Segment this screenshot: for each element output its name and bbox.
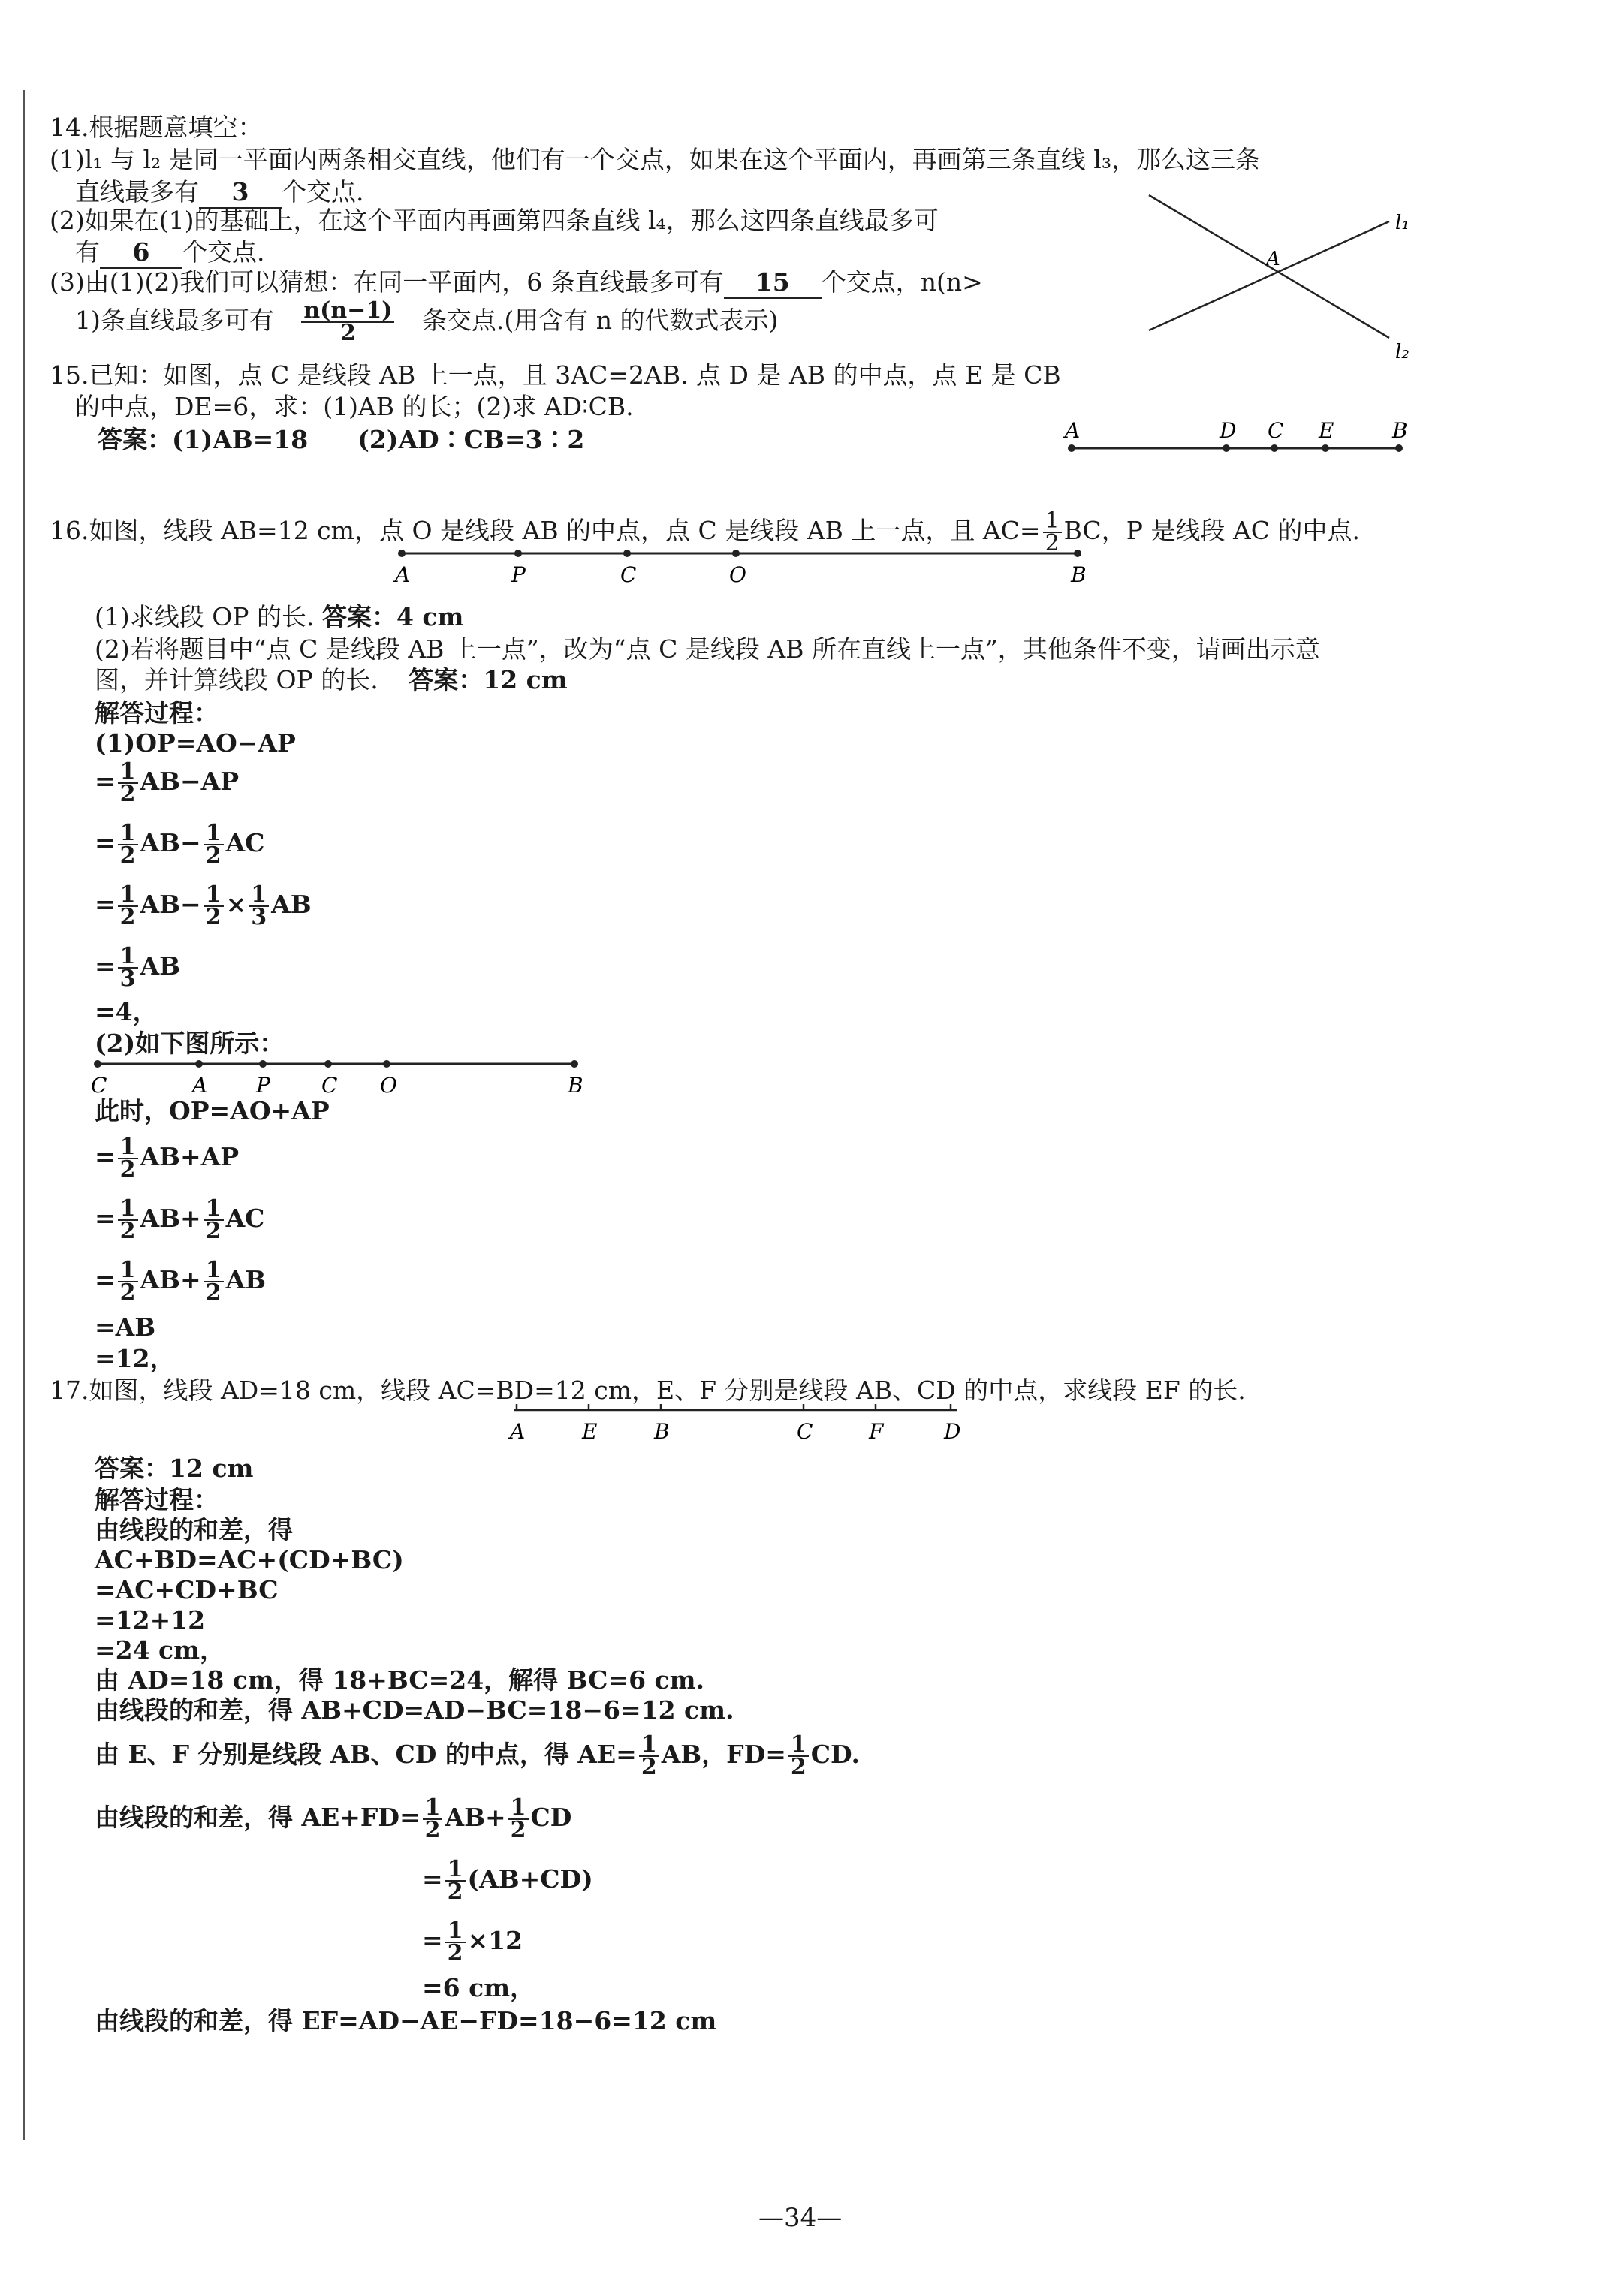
- q17-line-l: =6 cm，: [422, 1973, 535, 2002]
- q16-sub1-text: (1)求线段 OP 的长.: [95, 602, 315, 631]
- q16a-point-C: [623, 550, 631, 557]
- q14-answer1: 3: [199, 177, 282, 209]
- q17-line-j-post: (AB+CD): [467, 1864, 593, 1894]
- q14-part1-line2: [75, 177, 364, 209]
- q16a-label-O: O: [729, 562, 746, 587]
- q16b-label-C: C: [321, 1073, 338, 1098]
- q17-line-g: 由线段的和差，得 AB+CD=AD−BC=18−6=12 cm.: [95, 1695, 734, 1725]
- q14-part3-pre: (3)由(1)(2)我们可以猜想：在同一平面内，6 条直线最多可有: [50, 267, 724, 297]
- q14-title: 14.根据题意填空：: [50, 113, 263, 142]
- q14-part2: (2)如果在(1)的基础上，在这个平面内再画第四条直线 l₄，那么这四条直线最多可: [50, 206, 939, 235]
- q16-segment-figure2: [86, 1055, 597, 1100]
- q16-work-line2: = $\frac{1}{2}$ AB−AP: [95, 758, 240, 807]
- q16b-point-P: [259, 1060, 267, 1068]
- q14-answer4-den: 2: [339, 320, 356, 346]
- q15-label-E: E: [1319, 418, 1334, 443]
- q16a-point-A: [398, 550, 406, 557]
- q16-line1-post: BC，P 是线段 AC 的中点.: [1063, 516, 1361, 545]
- q16-sub1: [95, 602, 463, 632]
- q17-label-A: A: [510, 1419, 526, 1444]
- q14-part2-pre: 有: [75, 237, 100, 267]
- q16-frac-den: 2: [1045, 530, 1060, 556]
- q16-work-line11: =AB: [95, 1312, 156, 1342]
- q16-sub1-answer: 答案：4 cm: [321, 602, 464, 631]
- q16a-label-A: A: [395, 562, 411, 587]
- q17-label-B: B: [654, 1419, 670, 1444]
- q16a-point-P: [514, 550, 522, 557]
- q16-work-line12: =12，: [95, 1344, 175, 1373]
- q16-sub2-answer: 答案：12 cm: [409, 665, 568, 695]
- margin-line: [23, 90, 25, 2140]
- q17-line-j-pre: =: [422, 1864, 443, 1894]
- q15-label-D: D: [1220, 418, 1237, 443]
- q17-line-h-mid: AB，FD=: [661, 1740, 786, 1769]
- q16b-point-A: [195, 1060, 203, 1068]
- q17-line-b: AC+BD=AC+(CD+BC): [95, 1545, 404, 1574]
- q14-answer2: 6: [100, 237, 182, 269]
- q16-work-line4: = $\frac{1}{2}$ AB− $\frac{1}{2}$ × $\frac{1}{3}$ AB: [95, 881, 312, 930]
- q16b-point-B: [571, 1060, 578, 1068]
- q15-line1: 15.已知：如图，点 C 是线段 AB 上一点，且 3AC=2AB. 点 D 是 AB 的中点，点 E 是 CB: [50, 360, 1061, 390]
- line-l1: [1149, 221, 1389, 330]
- q17-line-d: =12+12: [95, 1605, 206, 1635]
- q14-part3-line2: [75, 297, 779, 346]
- q17-line-i: 由线段的和差，得 AE+FD= $\frac{1}{2}$ AB+ $\frac{1}{2}$ CD: [95, 1794, 572, 1843]
- q17-line-a: 由线段的和差，得: [95, 1515, 293, 1544]
- q17-line-h-post: CD.: [810, 1740, 860, 1769]
- q15-point-C: [1271, 444, 1278, 452]
- q17-label-E: E: [582, 1419, 598, 1444]
- q17-line-i-post: CD: [530, 1803, 572, 1832]
- q14-part3b-pre: 1)条直线最多可有: [75, 306, 274, 335]
- q17-line-h: 由 E、F 分别是线段 AB、CD 的中点，得 AE= $\frac{1}{2}$ AB，FD= $\frac{1}{2}$ CD.: [95, 1731, 860, 1780]
- q15-point-E: [1322, 444, 1329, 452]
- q15-point-A: [1068, 444, 1075, 452]
- q16b-label-A: A: [192, 1073, 208, 1098]
- q16-work-line3: = $\frac{1}{2}$ AB− $\frac{1}{2}$ AC: [95, 820, 265, 869]
- label-A: A: [1266, 248, 1280, 270]
- q17-label-D: D: [944, 1419, 961, 1444]
- label-l1: l₁: [1395, 212, 1410, 234]
- q15-label-B: B: [1392, 418, 1408, 443]
- q17-line-k-post: ×12: [467, 1926, 523, 1955]
- page-number: —34—: [758, 2203, 843, 2233]
- q14-part1-pre: 直线最多有: [75, 177, 199, 206]
- q16b-label-B: B: [568, 1073, 583, 1098]
- q16-work-line5: = $\frac{1}{3}$ AB: [95, 943, 181, 992]
- q16-work-line6: =4，: [95, 997, 158, 1026]
- q14-answer4-num: n(n−1): [301, 300, 394, 323]
- q14-answer3: 15: [724, 267, 822, 299]
- q17-process-label: 解答过程：: [95, 1485, 219, 1514]
- q16b-point-C: [94, 1060, 101, 1068]
- q14-part1-post: 个交点.: [282, 177, 364, 206]
- q14-part2-line2: [75, 237, 265, 269]
- q17-line1: 17.如图，线段 AD=18 cm，线段 AC=BD=12 cm，E、F 分别是线段 AB、CD 的中点，求线段 EF 的长.: [50, 1375, 1246, 1405]
- q17-label-F: F: [869, 1419, 884, 1444]
- q16-work-line7: 此时，OP=AO+AP: [95, 1096, 330, 1125]
- q15-segment-figure: [1063, 417, 1408, 462]
- q14-intersecting-lines-figure: [1134, 191, 1419, 372]
- q16-line1-pre: 16.如图，线段 AB=12 cm，点 O 是线段 AB 的中点，点 C 是线段 AB 上一点，且 AC=: [50, 516, 1041, 545]
- q14-part3b-post: 条交点.(用含有 n 的代数式表示): [421, 306, 779, 335]
- q16-work-line9: = $\frac{1}{2}$ AB+ $\frac{1}{2}$ AC: [95, 1195, 265, 1244]
- q16b-label-C: C: [91, 1073, 107, 1098]
- q16-work-line1: (1)OP=AO−AP: [95, 728, 296, 758]
- q17-line-i-mid: AB+: [445, 1803, 506, 1832]
- q17-label-C: C: [797, 1419, 813, 1444]
- label-l2: l₂: [1395, 341, 1410, 363]
- q14-answer4: [284, 297, 412, 346]
- q16b-point-O: [383, 1060, 390, 1068]
- q16b-label-P: P: [256, 1073, 270, 1098]
- q17-line-i-pre: 由线段的和差，得 AE+FD=: [95, 1803, 421, 1832]
- q16-work-line10: = $\frac{1}{2}$ AB+ $\frac{1}{2}$ AB: [95, 1257, 267, 1306]
- q17-line-c: =AC+CD+BC: [95, 1575, 279, 1604]
- q16-work-part2: (2)如下图所示：: [95, 1029, 285, 1058]
- q17-line-k: = $\frac{1}{2}$ ×12: [422, 1918, 523, 1966]
- q15-label-A: A: [1065, 418, 1081, 443]
- q17-line-f: 由 AD=18 cm，得 18+BC=24，解得 BC=6 cm.: [95, 1665, 705, 1695]
- q17-line-k-pre: =: [422, 1926, 443, 1955]
- q14-part2-post: 个交点.: [182, 237, 265, 267]
- q14-part3: [50, 267, 983, 299]
- q16b-label-O: O: [380, 1073, 397, 1098]
- q17-line-h-pre: 由 E、F 分别是线段 AB、CD 的中点，得 AE=: [95, 1740, 637, 1769]
- q14-part3-post: 个交点，n(n>: [821, 267, 983, 297]
- q16a-point-O: [732, 550, 740, 557]
- q16-sub2b-text: 图，并计算线段 OP 的长.: [95, 665, 378, 695]
- q16a-label-C: C: [620, 562, 637, 587]
- q15-point-D: [1223, 444, 1230, 452]
- q15-line2: 的中点，DE=6，求：(1)AB 的长；(2)求 AD∶CB.: [75, 392, 634, 421]
- q17-answer: 答案：12 cm: [95, 1454, 254, 1483]
- q16-frac-num: 1: [1043, 511, 1062, 533]
- q16a-label-B: B: [1071, 562, 1087, 587]
- q15-answer: 答案：(1)AB=18 (2)AD∶CB=3∶2: [98, 425, 585, 454]
- q17-segment-figure: [503, 1401, 984, 1446]
- q17-line-m: 由线段的和差，得 EF=AD−AE−FD=18−6=12 cm: [95, 2006, 717, 2035]
- q16-process-label: 解答过程：: [95, 698, 219, 728]
- q16a-label-P: P: [511, 562, 526, 587]
- q17-line-e: =24 cm，: [95, 1635, 225, 1665]
- q16-segment-figure: [390, 544, 1096, 589]
- q14-part1: (1)l₁ 与 l₂ 是同一平面内两条相交直线，他们有一个交点，如果在这个平面内，再画第三条直线 l₃，那么这三条: [50, 145, 1261, 174]
- q17-line-j: = $\frac{1}{2}$ (AB+CD): [422, 1856, 593, 1905]
- q16a-point-B: [1074, 550, 1081, 557]
- q16b-point-C: [324, 1060, 332, 1068]
- q16-sub2-line2: [95, 665, 568, 695]
- q15-point-B: [1395, 444, 1403, 452]
- q16-sub2: (2)若将题目中“点 C 是线段 AB 上一点”，改为“点 C 是线段 AB 所在直线上一点”，其他条件不变，请画出示意: [95, 634, 1320, 664]
- q15-label-C: C: [1268, 418, 1284, 443]
- q16-work-line8: = $\frac{1}{2}$ AB+AP: [95, 1134, 240, 1183]
